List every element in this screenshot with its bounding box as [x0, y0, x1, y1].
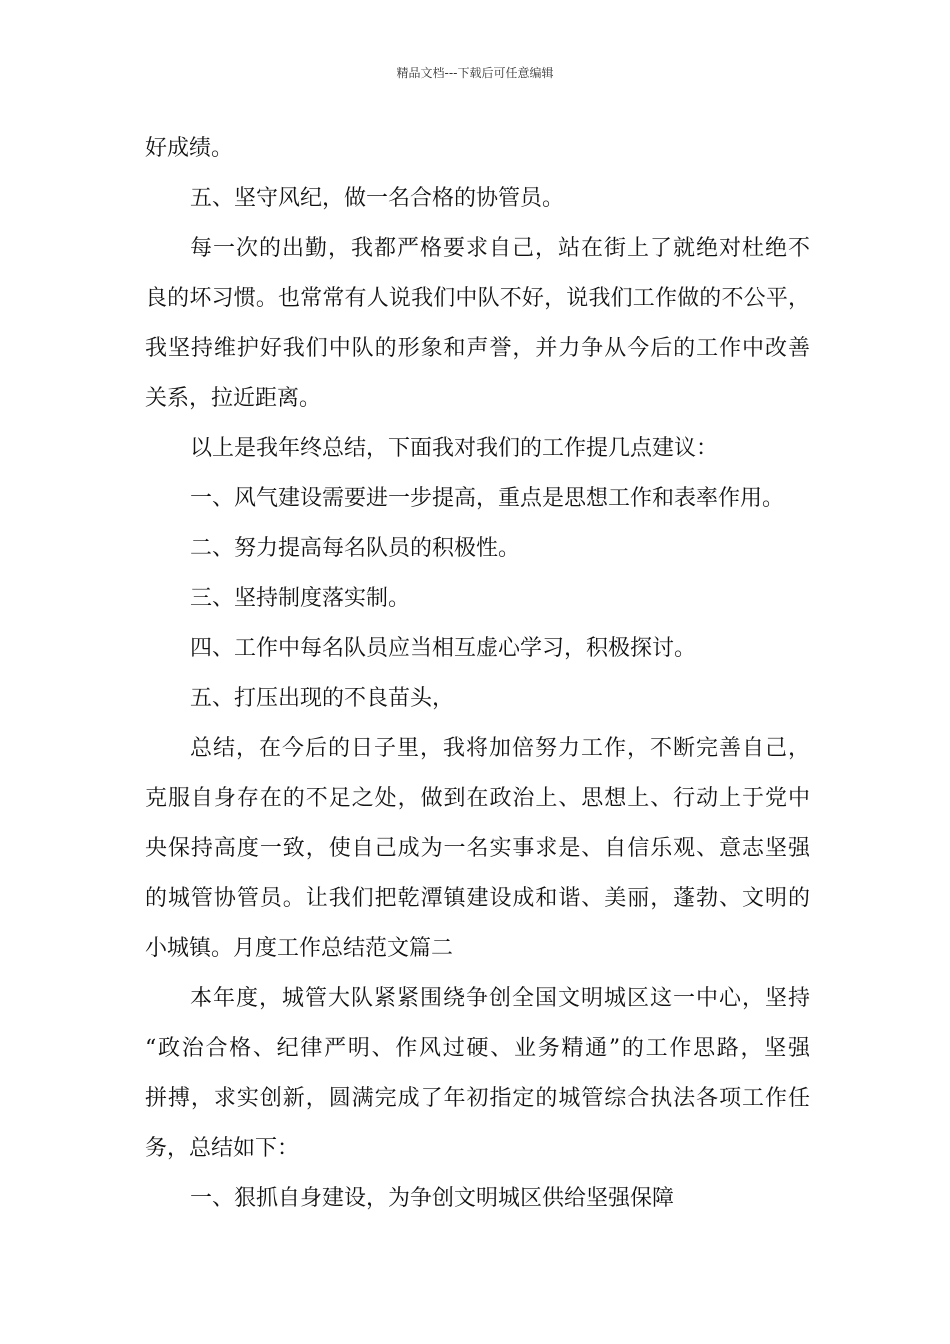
text-line: 三、坚持制度落实制。	[190, 586, 411, 611]
text-line: 克服自身存在的不足之处，做到在政治上、思想上、行动上于党中	[145, 786, 810, 811]
text-line: 五、坚守风纪，做一名合格的协管员。	[190, 186, 565, 211]
section-heading: 一、狠抓自身建设，为争创文明城区供给坚强保障	[190, 1186, 675, 1211]
text-line: 良的坏习惯。也常常有人说我们中队不好，说我们工作做的不公平，	[145, 286, 810, 311]
text-line: 每一次的出勤，我都严格要求自己，站在街上了就绝对杜绝不	[190, 236, 810, 261]
text-line: 拼搏，求实创新，圆满完成了年初指定的城管综合执法各项工作任	[145, 1086, 810, 1111]
text-line: 本年度，城管大队紧紧围绕争创全国文明城区这一中心，坚持	[190, 986, 810, 1011]
text-line: 二、努力提高每名队员的积极性。	[190, 536, 521, 561]
text-line: “政治合格、纪律严明、作风过硬、业务精通”的工作思路，坚强	[145, 1036, 810, 1061]
text-line: 我坚持维护好我们中队的形象和声誉，并力争从今后的工作中改善	[145, 336, 810, 361]
text-line: 小城镇。月度工作总结范文篇二	[145, 936, 454, 961]
text-line: 以上是我年终总结，下面我对我们的工作提几点建议：	[190, 436, 719, 461]
text-line: 总结，在今后的日子里，我将加倍努力工作，不断完善自己，	[190, 736, 810, 761]
text-line: 央保持高度一致，使自己成为一名实事求是、自信乐观、意志坚强	[145, 836, 810, 861]
text-line: 务，总结如下：	[145, 1136, 300, 1161]
document-body	[145, 124, 810, 1224]
page-header: 精品文档---下载后可任意编辑	[396, 66, 554, 80]
text-line: 一、风气建设需要进一步提高，重点是思想工作和表率作用。	[190, 486, 785, 511]
text-line: 关系，拉近距离。	[145, 386, 322, 411]
text-line: 四、工作中每名队员应当相互虚心学习，积极探讨。	[190, 636, 697, 661]
text-line: 的城管协管员。让我们把乾潭镇建设成和谐、美丽，蓬勃、文明的	[145, 886, 810, 911]
text-line: 好成绩。	[145, 136, 234, 161]
text-line: 五、打压出现的不良苗头，	[190, 686, 455, 711]
